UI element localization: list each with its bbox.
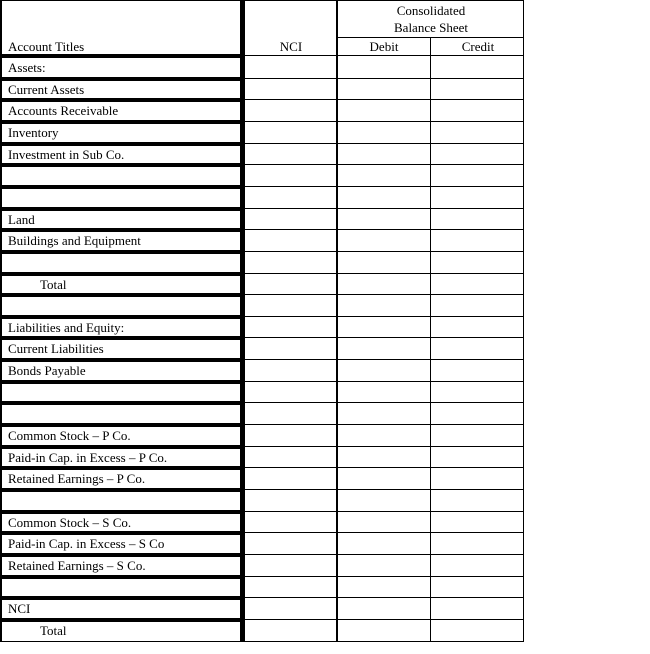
- nci-cell[interactable]: [246, 57, 336, 79]
- row-separator-thick: [0, 401, 244, 405]
- row-separator: [244, 273, 524, 274]
- credit-cell[interactable]: [432, 144, 524, 166]
- nci-cell[interactable]: [246, 468, 336, 490]
- right-border: [523, 0, 524, 642]
- table-row: [0, 468, 526, 490]
- credit-cell[interactable]: [432, 620, 524, 642]
- row-separator: [244, 229, 524, 230]
- table-row: [0, 577, 526, 599]
- row-separator: [244, 446, 524, 447]
- row-separator-thick: [0, 315, 244, 319]
- credit-cell[interactable]: [432, 274, 524, 296]
- row-separator-thick: [0, 207, 244, 211]
- account-title-cell: Land: [8, 211, 35, 227]
- nci-cell[interactable]: [246, 577, 336, 599]
- row-separator: [244, 489, 524, 490]
- table-row: [0, 490, 526, 512]
- credit-cell[interactable]: [432, 295, 524, 317]
- account-title-cell: Inventory: [8, 124, 59, 140]
- credit-cell[interactable]: [432, 57, 524, 79]
- debit-cell[interactable]: [338, 490, 430, 512]
- nci-cell[interactable]: [246, 620, 336, 642]
- row-separator-thick: [0, 185, 244, 189]
- debit-cell[interactable]: [338, 187, 430, 209]
- nci-cell[interactable]: [246, 338, 336, 360]
- row-separator-thick: [0, 77, 244, 81]
- row-separator: [244, 121, 524, 122]
- row-separator-thick: [0, 531, 244, 535]
- nci-cell[interactable]: [246, 598, 336, 620]
- debit-cell[interactable]: [338, 209, 430, 231]
- row-separator: [244, 597, 524, 598]
- nci-cell[interactable]: [246, 382, 336, 404]
- table-row: [0, 57, 526, 79]
- table-row: [0, 533, 526, 555]
- table-row: [0, 230, 526, 252]
- account-title-cell: Bonds Payable: [8, 363, 86, 379]
- row-separator: [244, 186, 524, 187]
- table-row: [0, 252, 526, 274]
- row-separator-thick: [0, 553, 244, 557]
- row-separator: [244, 554, 524, 555]
- credit-cell[interactable]: [432, 512, 524, 534]
- row-separator-thick: [0, 445, 244, 449]
- row-separator-thick: [0, 358, 244, 362]
- credit-cell[interactable]: [432, 317, 524, 339]
- account-title-cell: Current Liabilities: [8, 341, 104, 357]
- credit-cell[interactable]: [432, 403, 524, 425]
- row-separator: [244, 532, 524, 533]
- row-separator: [244, 251, 524, 252]
- nci-cell[interactable]: [246, 490, 336, 512]
- debit-cell[interactable]: [338, 230, 430, 252]
- row-separator-thick: [0, 596, 244, 600]
- debit-cell[interactable]: [338, 447, 430, 469]
- debit-cell[interactable]: [338, 100, 430, 122]
- debit-cell[interactable]: [338, 382, 430, 404]
- nci-cell[interactable]: [246, 79, 336, 101]
- debit-cell[interactable]: [338, 360, 430, 382]
- top-border-left: [0, 0, 244, 1]
- column-header-credit: Credit: [461, 39, 495, 54]
- table-row: [0, 620, 526, 642]
- row-separator: [244, 576, 524, 577]
- nci-cell[interactable]: [246, 187, 336, 209]
- account-title-cell: Liabilities and Equity:: [8, 319, 125, 335]
- row-separator-thick: [0, 336, 244, 340]
- nci-cell[interactable]: [246, 360, 336, 382]
- table-row: [0, 165, 526, 187]
- nci-cell[interactable]: [246, 533, 336, 555]
- row-separator: [244, 359, 524, 360]
- row-separator-thick: [0, 423, 244, 427]
- account-title-cell: Buildings and Equipment: [8, 233, 141, 249]
- credit-cell[interactable]: [432, 468, 524, 490]
- nci-cell[interactable]: [246, 295, 336, 317]
- row-separator: [244, 402, 524, 403]
- debit-cell[interactable]: [338, 317, 430, 339]
- nci-column-left: [244, 0, 245, 642]
- debit-column-left: [337, 0, 338, 642]
- nci-cell[interactable]: [246, 209, 336, 231]
- column-header-nci: NCI: [279, 39, 303, 54]
- credit-cell[interactable]: [432, 209, 524, 231]
- nci-cell[interactable]: [246, 512, 336, 534]
- credit-cell[interactable]: [432, 447, 524, 469]
- column-header-account-titles: Account Titles: [8, 39, 85, 54]
- credit-cell[interactable]: [432, 122, 524, 144]
- row-separator-thick: [0, 488, 244, 492]
- table-row: [0, 274, 526, 296]
- debit-cell[interactable]: [338, 403, 430, 425]
- nci-cell[interactable]: [246, 274, 336, 296]
- group-title-line1: Consolidated: [396, 3, 466, 18]
- row-separator: [244, 316, 524, 317]
- table-row: [0, 425, 526, 447]
- row-separator: [244, 294, 524, 295]
- left-border: [0, 0, 2, 641]
- debit-cell[interactable]: [338, 533, 430, 555]
- credit-cell[interactable]: [432, 360, 524, 382]
- column-header-debit: Debit: [369, 39, 399, 54]
- row-separator: [244, 467, 524, 468]
- row-separator: [244, 337, 524, 338]
- row-separator-thick: [0, 142, 244, 146]
- table-row: [0, 403, 526, 425]
- nci-cell[interactable]: [246, 122, 336, 144]
- header-underline: [244, 55, 524, 56]
- debit-cell[interactable]: [338, 620, 430, 642]
- debit-cell[interactable]: [338, 338, 430, 360]
- debit-cell[interactable]: [338, 165, 430, 187]
- row-separator-thick: [0, 466, 244, 470]
- table-row: [0, 338, 526, 360]
- table-row: [0, 187, 526, 209]
- table-row: [0, 209, 526, 231]
- top-border: [244, 0, 524, 1]
- debit-cell[interactable]: [338, 598, 430, 620]
- table-row: [0, 100, 526, 122]
- nci-cell[interactable]: [246, 555, 336, 577]
- row-separator-thick: [0, 618, 244, 622]
- group-title-underline: [337, 37, 524, 38]
- credit-column-left: [430, 38, 431, 642]
- credit-cell[interactable]: [432, 577, 524, 599]
- row-separator: [244, 99, 524, 100]
- account-title-cell: Current Assets: [8, 81, 85, 97]
- credit-cell[interactable]: [432, 338, 524, 360]
- header-underline-thick: [0, 54, 244, 58]
- nci-cell[interactable]: [246, 100, 336, 122]
- table-row: [0, 122, 526, 144]
- row-separator-thick: [0, 575, 244, 579]
- debit-cell[interactable]: [338, 468, 430, 490]
- account-title-cell: Accounts Receivable: [8, 103, 119, 119]
- row-separator: [244, 619, 524, 620]
- row-separator-thick: [0, 98, 244, 102]
- account-title-cell: NCI: [8, 601, 31, 617]
- credit-cell[interactable]: [432, 533, 524, 555]
- row-separator: [244, 208, 524, 209]
- credit-cell[interactable]: [432, 100, 524, 122]
- debit-cell[interactable]: [338, 122, 430, 144]
- account-title-cell: Total: [40, 276, 67, 292]
- nci-cell[interactable]: [246, 403, 336, 425]
- nci-cell[interactable]: [246, 317, 336, 339]
- credit-cell[interactable]: [432, 598, 524, 620]
- table-row: [0, 555, 526, 577]
- table-row: [0, 295, 526, 317]
- debit-cell[interactable]: [338, 274, 430, 296]
- debit-cell[interactable]: [338, 555, 430, 577]
- debit-cell[interactable]: [338, 57, 430, 79]
- nci-cell[interactable]: [246, 425, 336, 447]
- account-title-cell: Common Stock – P Co.: [8, 428, 131, 444]
- row-separator-thick: [0, 163, 244, 167]
- debit-cell[interactable]: [338, 144, 430, 166]
- row-separator: [244, 78, 524, 79]
- table-row: [0, 144, 526, 166]
- nci-cell[interactable]: [246, 230, 336, 252]
- row-separator-bottom: [0, 641, 244, 642]
- row-separator-thick: [0, 510, 244, 514]
- credit-cell[interactable]: [432, 187, 524, 209]
- debit-cell[interactable]: [338, 512, 430, 534]
- account-title-cell: Common Stock – S Co.: [8, 514, 132, 530]
- debit-cell[interactable]: [338, 252, 430, 274]
- debit-cell[interactable]: [338, 577, 430, 599]
- credit-cell[interactable]: [432, 382, 524, 404]
- table-row: [0, 598, 526, 620]
- account-title-cell: Total: [40, 622, 67, 638]
- group-title-line2: Balance Sheet: [394, 20, 468, 35]
- row-separator-thick: [0, 380, 244, 384]
- nci-cell[interactable]: [246, 165, 336, 187]
- credit-cell[interactable]: [432, 79, 524, 101]
- debit-cell[interactable]: [338, 295, 430, 317]
- nci-cell[interactable]: [246, 252, 336, 274]
- credit-cell[interactable]: [432, 425, 524, 447]
- account-title-cell: Assets:: [8, 60, 46, 75]
- row-separator-thick: [0, 250, 244, 254]
- row-separator: [244, 164, 524, 165]
- row-separator-thick: [0, 120, 244, 124]
- credit-cell[interactable]: [432, 230, 524, 252]
- credit-cell[interactable]: [432, 490, 524, 512]
- row-separator-thick: [0, 272, 244, 276]
- account-title-cell: Paid-in Cap. in Excess – S Co: [8, 536, 165, 552]
- row-separator: [244, 143, 524, 144]
- account-title-cell: Investment in Sub Co.: [8, 146, 125, 162]
- row-separator-thick: [0, 293, 244, 297]
- account-title-cell: Retained Earnings – P Co.: [8, 471, 146, 487]
- debit-cell[interactable]: [338, 79, 430, 101]
- account-title-cell: Paid-in Cap. in Excess – P Co.: [8, 449, 168, 465]
- row-separator: [244, 641, 524, 642]
- debit-cell[interactable]: [338, 425, 430, 447]
- table-row: [0, 360, 526, 382]
- row-separator: [244, 381, 524, 382]
- row-separator: [244, 511, 524, 512]
- credit-cell[interactable]: [432, 165, 524, 187]
- account-title-cell: Retained Earnings – S Co.: [8, 557, 146, 573]
- row-separator-thick: [0, 228, 244, 232]
- credit-cell[interactable]: [432, 252, 524, 274]
- row-separator: [244, 424, 524, 425]
- nci-cell[interactable]: [246, 447, 336, 469]
- credit-cell[interactable]: [432, 555, 524, 577]
- nci-cell[interactable]: [246, 144, 336, 166]
